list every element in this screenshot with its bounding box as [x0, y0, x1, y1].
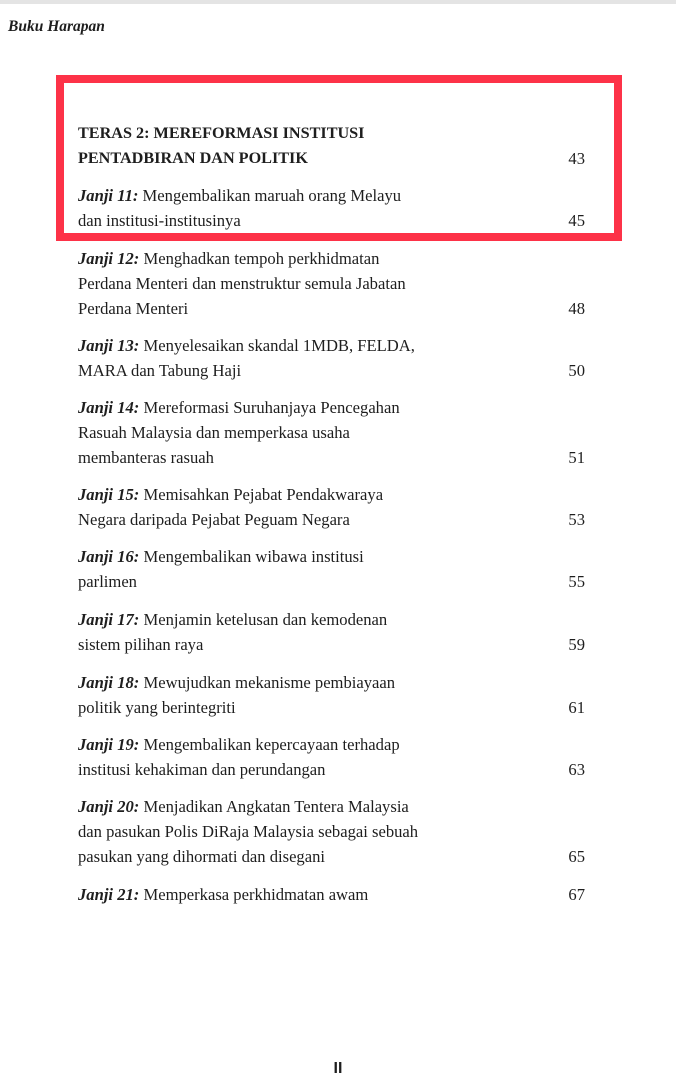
- entry-title-cont: sistem pilihan raya: [78, 635, 204, 654]
- book-title: Buku Harapan: [8, 18, 105, 35]
- entry-label: Janji 12:: [78, 249, 140, 268]
- entry-title: Menyelesaikan skandal 1MDB, FELDA,: [139, 336, 415, 355]
- entry-title-cont: Perdana Menteri dan menstruktur semula Jabatan: [78, 274, 406, 293]
- entry-title: Mengembalikan maruah orang Melayu: [138, 186, 402, 205]
- page-number: 61: [568, 698, 585, 717]
- page-number: 45: [568, 211, 585, 230]
- entry-title: Menjadikan Angkatan Tentera Malaysia: [139, 797, 409, 816]
- toc-entry-janji-14[interactable]: [78, 395, 585, 470]
- page-number: 51: [568, 448, 585, 467]
- toc-entry-janji-15[interactable]: [78, 482, 585, 532]
- entry-label: Janji 19:: [78, 735, 140, 754]
- entry-label: Janji 18:: [78, 673, 140, 692]
- top-divider: [0, 0, 676, 4]
- highlight-box: [56, 75, 622, 241]
- entry-title-cont: dan institusi-institusinya: [78, 211, 241, 230]
- entry-title-cont: institusi kehakiman dan perundangan: [78, 760, 326, 779]
- toc-entry-janji-21[interactable]: [78, 882, 585, 907]
- entry-label: Janji 21:: [78, 885, 140, 904]
- page-number: 50: [568, 361, 585, 380]
- page-number: 63: [568, 760, 585, 779]
- toc-entry-janji-19[interactable]: [78, 732, 585, 782]
- toc-entry-janji-18[interactable]: [78, 670, 585, 720]
- entry-title-cont: Perdana Menteri: [78, 299, 189, 318]
- entry-title: Menjamin ketelusan dan kemodenan: [139, 610, 388, 629]
- entry-label: Janji 20:: [78, 797, 140, 816]
- entry-label: Janji 16:: [78, 547, 140, 566]
- page-number: 59: [568, 635, 585, 654]
- entry-title-cont: pasukan yang dihormati dan disegani: [78, 847, 326, 866]
- toc-entry-janji-17[interactable]: [78, 607, 585, 657]
- page-number: 67: [568, 885, 585, 904]
- page-number: 55: [568, 572, 585, 591]
- toc-entry-janji-16[interactable]: [78, 544, 585, 594]
- entry-label: Janji 17:: [78, 610, 140, 629]
- entry-title-cont: dan pasukan Polis DiRaja Malaysia sebagai sebuah: [78, 822, 419, 841]
- entry-title-cont: Negara daripada Pejabat Peguam Negara: [78, 510, 350, 529]
- toc-entry-janji-12[interactable]: [78, 246, 585, 321]
- entry-title: Mereformasi Suruhanjaya Pencegahan: [139, 398, 400, 417]
- section-title: TERAS 2: MEREFORMASI INSTITUSI PENTADBIRAN DAN POLITIK: [78, 124, 365, 167]
- page-footer-number: II: [333, 1060, 343, 1077]
- page-number: 48: [568, 299, 585, 318]
- entry-title: Memisahkan Pejabat Pendakwaraya: [139, 485, 384, 504]
- page-number: 53: [568, 510, 585, 529]
- page-number: 65: [568, 847, 585, 866]
- entry-label: Janji 14:: [78, 398, 140, 417]
- entry-title: Menghadkan tempoh perkhidmatan: [139, 249, 380, 268]
- entry-title-cont: MARA dan Tabung Haji: [78, 361, 242, 380]
- entry-label: Janji 11:: [78, 186, 139, 205]
- entry-title: Mengembalikan wibawa institusi: [139, 547, 364, 566]
- entry-title: Memperkasa perkhidmatan awam: [139, 885, 369, 904]
- page-number: 43: [568, 149, 585, 168]
- entry-title: Mengembalikan kepercayaan terhadap: [139, 735, 400, 754]
- entry-title: Mewujudkan mekanisme pembiayaan: [139, 673, 396, 692]
- toc-entry-janji-20[interactable]: [78, 794, 585, 869]
- entry-title-cont: Rasuah Malaysia dan memperkasa usaha: [78, 423, 350, 442]
- toc-entry-janji-13[interactable]: [78, 333, 585, 383]
- entry-title-cont: parlimen: [78, 572, 137, 591]
- entry-label: Janji 13:: [78, 336, 140, 355]
- entry-label: Janji 15:: [78, 485, 140, 504]
- entry-title-cont: politik yang berintegriti: [78, 698, 236, 717]
- entry-title-cont: membanteras rasuah: [78, 448, 214, 467]
